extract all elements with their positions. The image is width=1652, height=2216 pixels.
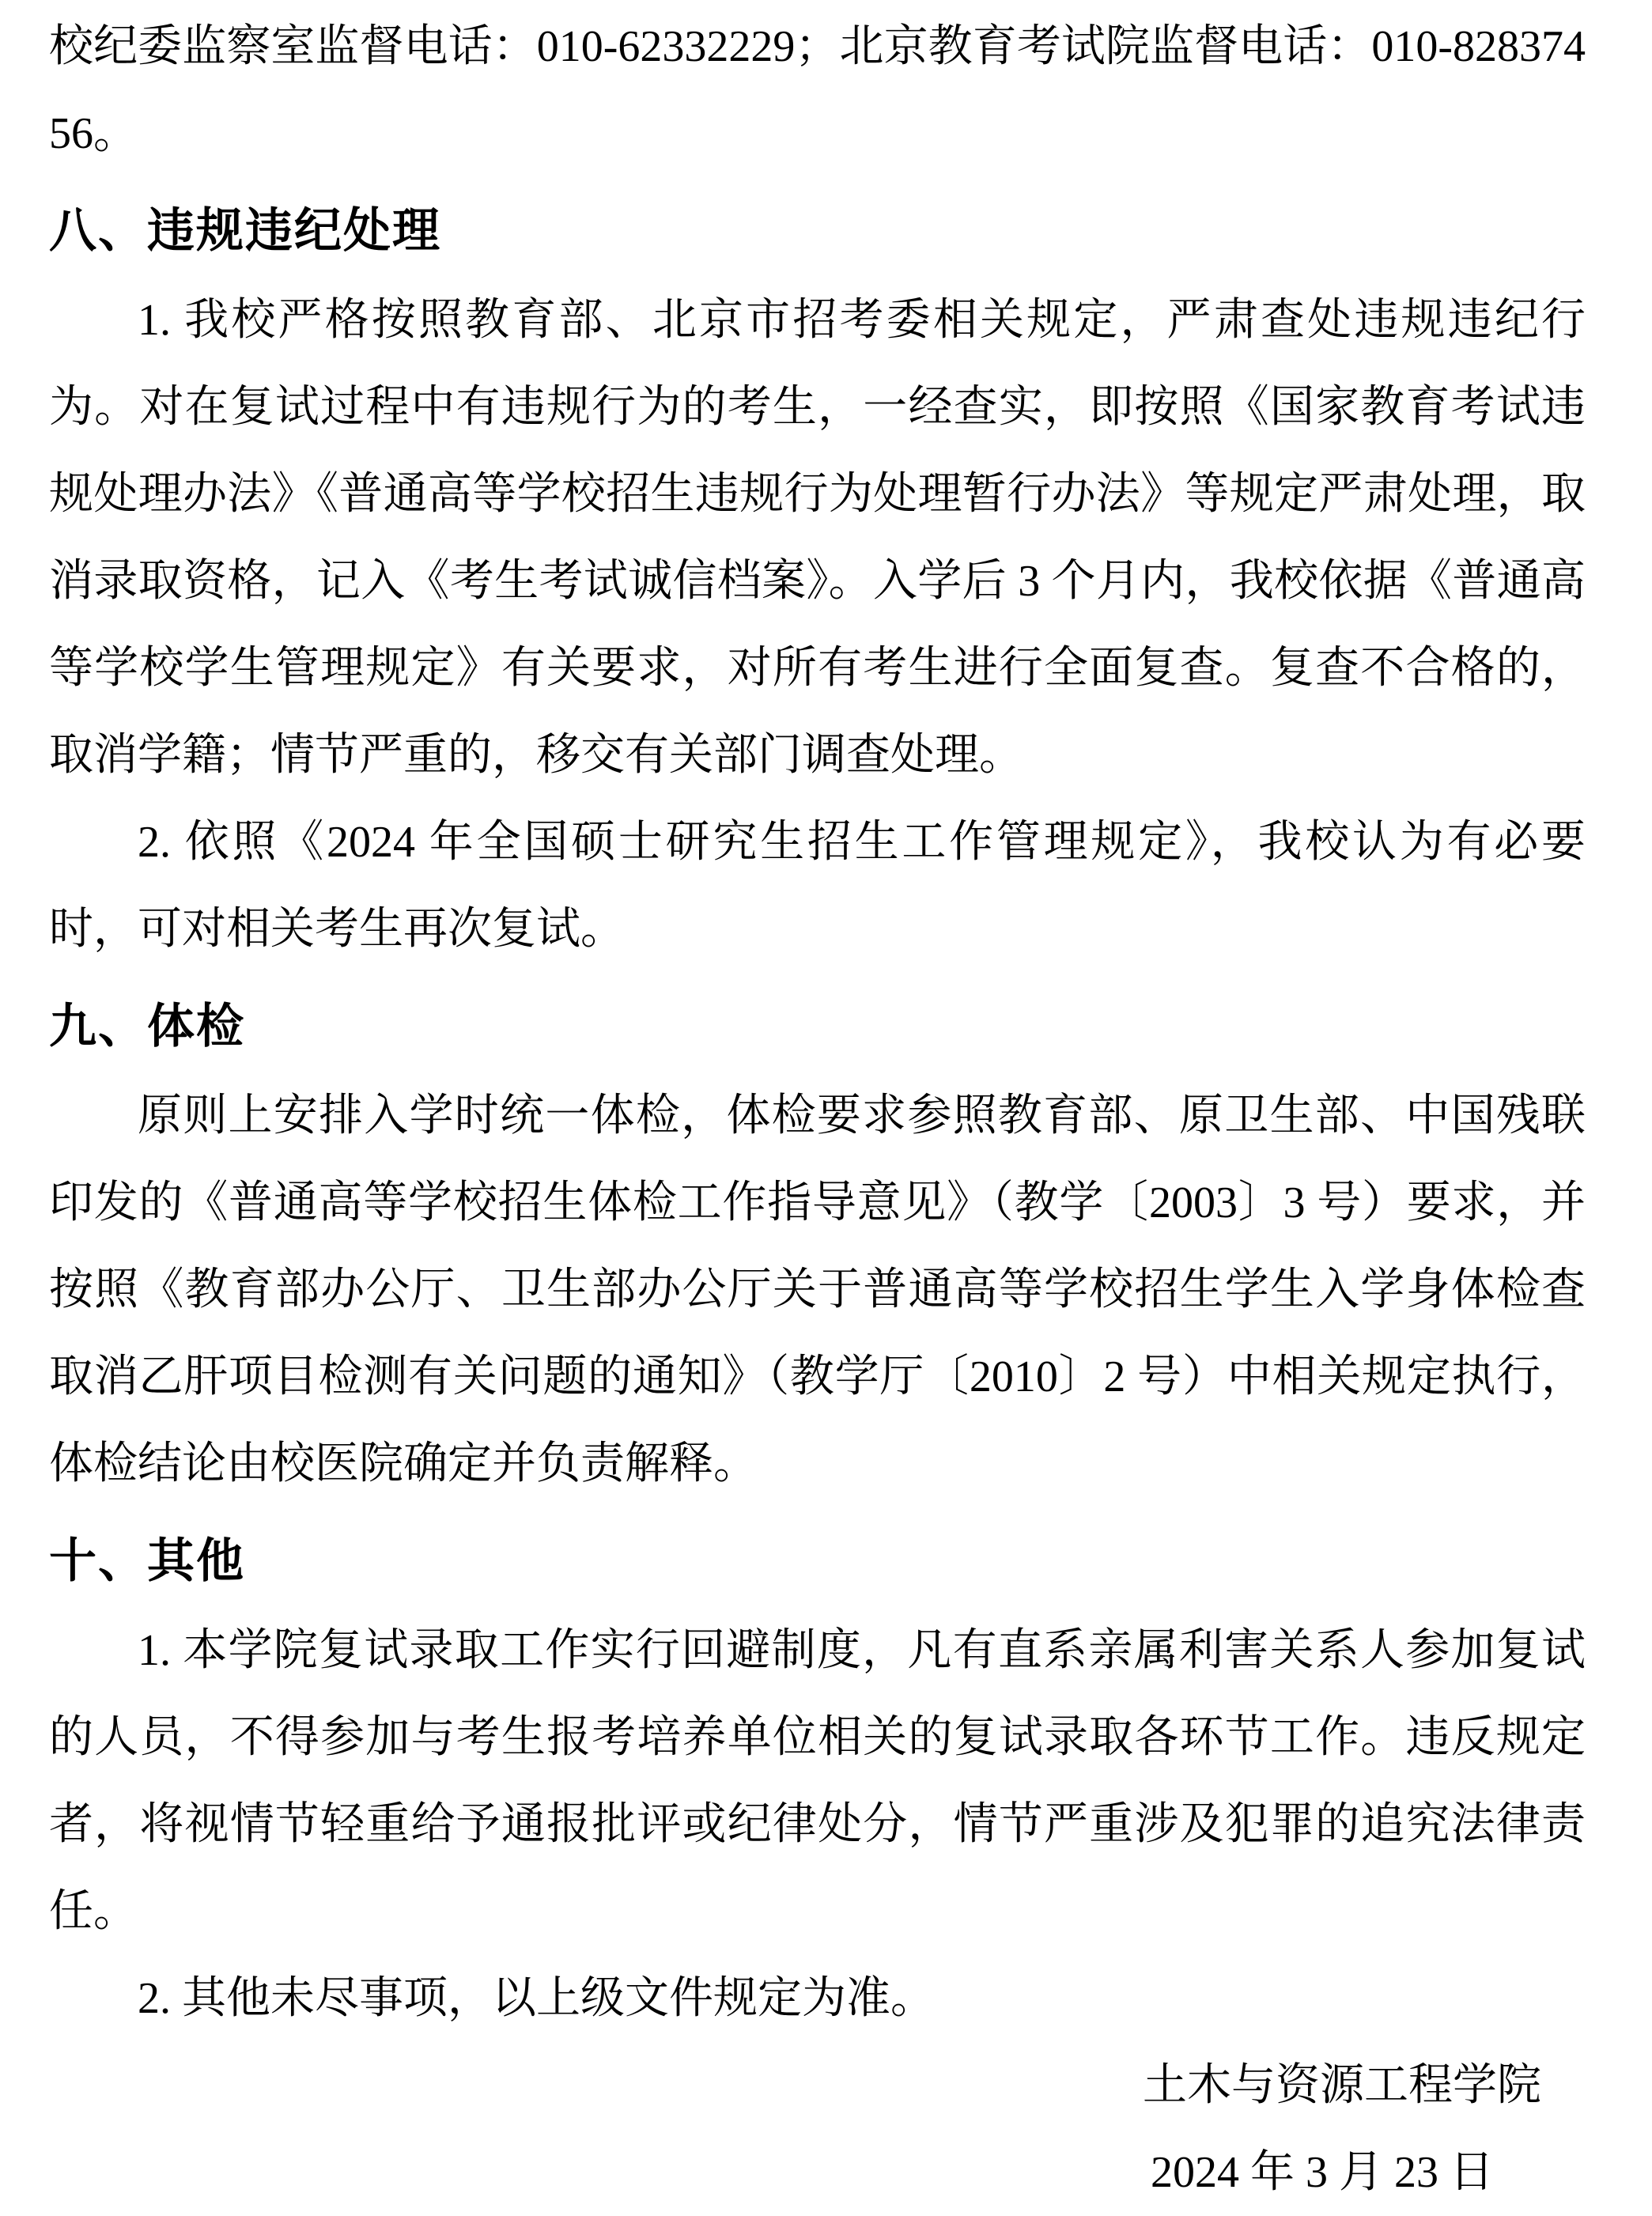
section-heading-10: 十、其他 [49,1534,245,1587]
section-heading-9: 九、体检 [49,1000,245,1053]
signature-date: 2024 年 3 月 23 日 [1151,2148,1494,2197]
section-10-paragraph-2: 2. 其他未尽事项，以上级文件规定为准。 [138,1974,935,2023]
section-8-paragraph-1: 1. 我校严格按照教育部、北京市招考委相关规定，严肃查处违规违纪行为。对在复试过程中有违规行为的考生，一经查实，即按照《国家教育考试违规处理办法》《普通高等学校招生违规行为处理暂行办法》等规定严肃处理，取消录取资格，记入《考生考试诚信档案》。入学后 3 个月内，我校依据《普通高等学校学生管理规定》有关要求，对所有考生进行全面复查。复查不合格的，取消学籍；情节严重的，移交有关部门调查处理。 [49,296,1586,780]
section-heading-8: 八、违规违纪处理 [49,204,441,257]
section-8-paragraph-2: 2. 依照《2024 年全国硕士研究生招生工作管理规定》，我校认为有必要时，可对相关考生再次复试。 [49,818,1586,954]
signature-block [49,2042,1586,2216]
document-page [49,3,1586,2214]
signature-organization: 土木与资源工程学院 [1143,2061,1541,2110]
section-9-paragraph-1: 原则上安排入学时统一体检，体检要求参照教育部、原卫生部、中国残联印发的《普通高等学校招生体检工作指导意见》（教学〔2003〕3 号）要求，并按照《教育部办公厅、卫生部办公厅关于普通高等学校招生学生入学身体检查取消乙肝项目检测有关问题的通知》（教学厅〔2010〕2 号）中相关规定执行，体检结论由校医院确定并负责解释。 [49,1091,1586,1488]
section-10-paragraph-1: 1. 本学院复试录取工作实行回避制度，凡有直系亲属利害关系人参加复试的人员，不得参加与考生报考培养单位相关的复试录取各环节工作。违反规定者，将视情节轻重给予通报批评或纪律处分，情节严重涉及犯罪的追究法律责任。 [49,1626,1586,1936]
intro-paragraph: 校纪委监察室监督电话：010-62332229；北京教育考试院监督电话：010-82837456。 [49,22,1586,158]
